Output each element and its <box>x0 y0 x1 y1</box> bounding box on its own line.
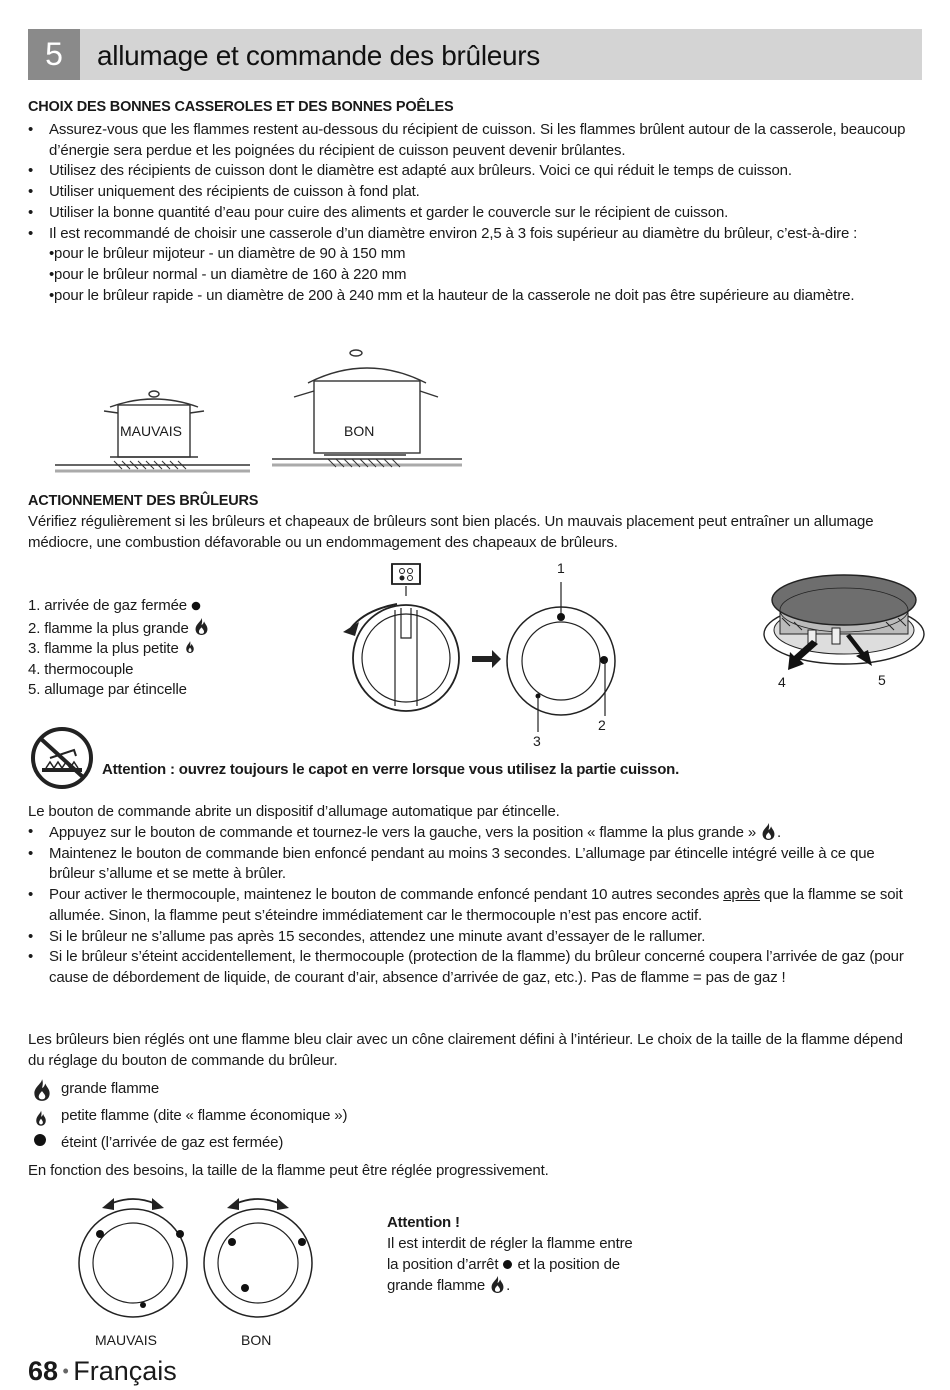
list-item: 4. thermocouple <box>28 660 134 678</box>
diagram-number-4: 4 <box>778 674 786 690</box>
attention-title: Attention ! <box>387 1214 460 1231</box>
attention-text: Il est interdit de régler la flamme entre la position d’arrêt et la position de grande flamme . <box>387 1235 633 1295</box>
chapter-title: allumage et commande des brûleurs <box>97 40 541 71</box>
big-pot-icon <box>272 350 462 467</box>
diagram-number-1: 1 <box>557 560 565 576</box>
pot-label-good: BON <box>344 423 375 439</box>
knob-comparison-diagram <box>70 1188 340 1320</box>
list-item: • Il est recommandé de choisir une casserole d’un diamètre environ 2,5 à 3 fois supérieur au diamètre du brûleur, c’est-à-dire : <box>28 224 923 245</box>
burners-intro: Vérifiez régulièrement si les brûleurs et chapeaux de brûleurs sont bien placés. Un mauvais placement peut entraîner un allumage médiocre, une combustion défavorable ou un endommagement des chapeaux de brûleurs. <box>28 513 874 551</box>
legend-small-flame: petite flamme (dite « flamme économique ») <box>61 1107 348 1124</box>
adjust-text: En fonction des besoins, la taille de la flamme peut être réglée progressivement. <box>28 1162 549 1179</box>
diagram-number-3: 3 <box>533 733 541 749</box>
list-item: • pour le brûleur normal - un diamètre de 160 à 220 mm <box>28 265 923 286</box>
control-knob-diagram <box>335 560 635 750</box>
no-closed-lid-warning-icon <box>28 726 96 790</box>
list-item: • Assurez-vous que les flammes restent au-dessous du récipient de cuisson. Si les flammes brûlent autour de la casserole, beaucoup d’énergie sera perdue et les poignées du récipient de cuisson peuvent devenir brûlantes. <box>28 120 923 161</box>
list-item: • Utiliser uniquement des récipients de cuisson à fond plat. <box>28 182 923 203</box>
list-item: • pour le brûleur rapide - un diamètre de 200 à 240 mm et la hauteur de la casserole ne doit pas être supérieure au diamètre. <box>28 286 923 307</box>
ignition-bullet-list <box>28 822 923 989</box>
knob-label-bad: MAUVAIS <box>95 1332 157 1348</box>
list-item: • Pour activer le thermocouple, maintenez le bouton de commande enfoncé pendant 10 autres secondes après que la flamme se soit allumée. Sinon, la flamme peut s’éteindre immédiatement car le thermocouple n’est pas encore actif. <box>28 885 923 926</box>
burner-diagram <box>760 570 925 680</box>
list-item: 5. allumage par étincelle <box>28 681 187 698</box>
flame-description: Les brûleurs bien réglés ont une flamme bleu clair avec un cône clairement défini à l’intérieur. Le choix de la taille de la flamme dépend du réglage du bouton de commande du brûleur. <box>28 1031 903 1069</box>
legend-off: éteint (l’arrivée de gaz est fermée) <box>61 1134 284 1151</box>
list-item: • Si le brûleur ne s’allume pas après 15 secondes, attendez une minute avant d’essayer de le rallumer. <box>28 927 923 948</box>
large-flame-icon <box>489 1275 506 1294</box>
section-heading-pans: CHOIX DES BONNES CASSEROLES ET DES BONNES POÊLES <box>28 99 454 115</box>
large-flame-icon <box>760 822 777 841</box>
list-item: 1. arrivée de gaz fermée <box>28 596 258 617</box>
small-flame-icon <box>183 639 197 654</box>
diagram-number-2: 2 <box>598 717 606 733</box>
list-item: • Maintenez le bouton de commande bien enfoncé pendant au moins 3 secondes. L’allumage par étincelle intégré veille à ce que brûleur s’allume et se mette à brûler. <box>28 844 923 885</box>
large-flame-icon <box>193 617 210 636</box>
page-footer <box>28 1356 177 1387</box>
pot-label-bad: MAUVAIS <box>120 423 182 439</box>
list-item: 2. flamme la plus grande <box>28 617 258 640</box>
page-number: 68 <box>28 1356 59 1386</box>
section-heading-burners: ACTIONNEMENT DES BRÛLEURS <box>28 493 259 509</box>
chapter-number: 5 <box>28 29 80 80</box>
large-flame-icon <box>31 1078 53 1102</box>
list-item: • pour le brûleur mijoteur - un diamètre de 90 à 150 mm <box>28 244 923 265</box>
pans-bullet-list <box>28 120 923 306</box>
list-item: 3. flamme la plus petite <box>28 639 258 660</box>
diagram-number-5: 5 <box>878 672 886 688</box>
ignition-intro: Le bouton de commande abrite un dispositif d’allumage automatique par étincelle. <box>28 803 560 820</box>
pot-size-illustration <box>50 345 470 485</box>
off-dot-icon <box>502 1259 513 1270</box>
list-item: • Si le brûleur s’éteint accidentellement, le thermocouple (protection de la flamme) du brûleur concerné coupera l’arrivée de gaz (pour cause de débordement de liquide, de courant d’air, absence d’arrivée de gaz, etc.). Pas de flamme = pas de gaz ! <box>28 947 923 988</box>
list-item: • Utilisez des récipients de cuisson dont le diamètre est adapté aux brûleurs. Voici ce qui réduit le temps de cuisson. <box>28 161 923 182</box>
knob-label-good: BON <box>241 1332 272 1348</box>
footer-separator: • <box>62 1361 69 1381</box>
list-item: • Utiliser la bonne quantité d’eau pour cuire des aliments et garder le couvercle sur le récipient de cuisson. <box>28 203 923 224</box>
off-dot-icon <box>191 601 201 611</box>
knob-positions-list <box>28 596 258 701</box>
footer-language: Français <box>73 1356 177 1386</box>
legend-large-flame: grande flamme <box>61 1080 160 1097</box>
off-dot-icon <box>33 1133 47 1147</box>
list-item: • Appuyez sur le bouton de commande et tournez-le vers la gauche, vers la position « flamme la plus grande » . <box>28 822 923 844</box>
small-flame-icon <box>32 1108 50 1127</box>
warning-text: Attention : ouvrez toujours le capot en verre lorsque vous utilisez la partie cuisson. <box>102 761 680 778</box>
